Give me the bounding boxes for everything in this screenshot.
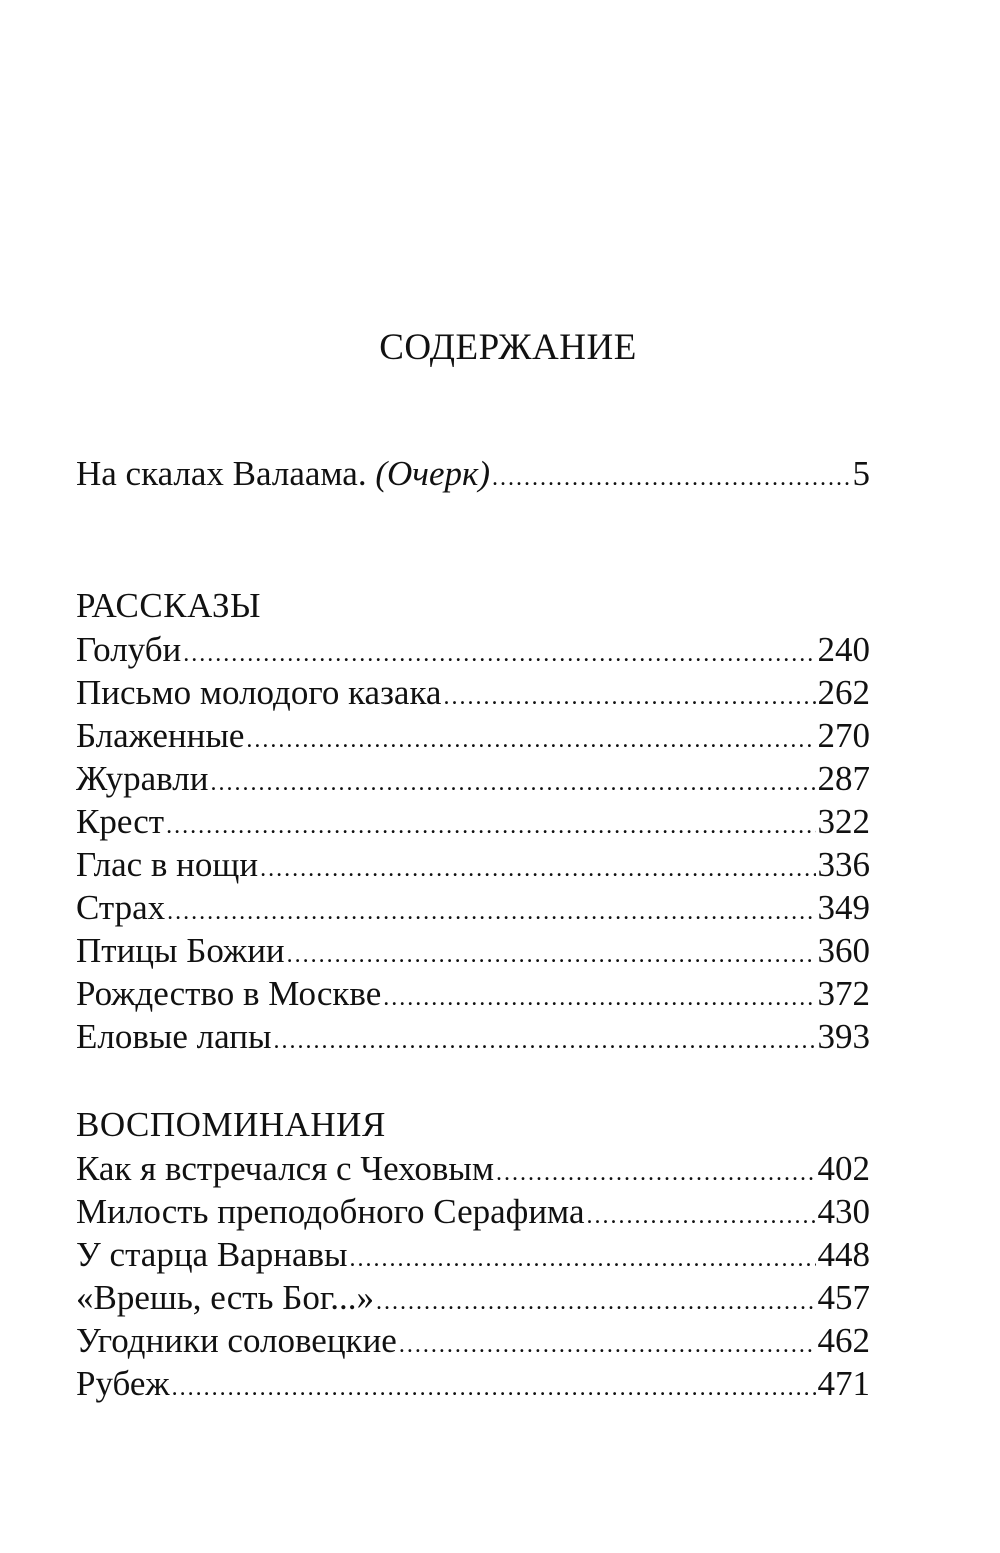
toc-entry <box>76 929 870 972</box>
toc-entry-title: Угодники соловецкие <box>76 1321 397 1360</box>
dot-leader <box>172 1367 816 1410</box>
toc-entry-title: Блаженные <box>76 716 245 755</box>
toc-entry <box>76 671 870 714</box>
toc-entry <box>76 1233 870 1276</box>
toc-entry <box>76 714 870 757</box>
dot-leader <box>246 719 815 762</box>
toc-entry <box>76 452 870 495</box>
toc-entry-page: 5 <box>852 454 870 493</box>
toc-entry-page: 430 <box>817 1192 870 1231</box>
toc-entry-title: «Врешь, есть Бог...» <box>76 1278 374 1317</box>
dot-leader <box>183 633 815 676</box>
toc-entry-title: Крест <box>76 802 165 841</box>
dot-leader <box>376 1281 816 1324</box>
toc-entry <box>76 1276 870 1319</box>
toc-entry <box>76 1015 870 1058</box>
toc-intro <box>76 452 870 495</box>
toc-entry-page: 322 <box>817 802 870 841</box>
toc-entry-page: 240 <box>817 630 870 669</box>
toc-entry-page: 336 <box>817 845 870 884</box>
toc-entry-subtitle: (Очерк) <box>375 454 491 493</box>
toc-entry-title: Страх <box>76 888 166 927</box>
toc-entry <box>76 843 870 886</box>
toc-entry-page: 372 <box>817 974 870 1013</box>
toc-entry-title: Рождество в Москве <box>76 974 382 1013</box>
dot-leader <box>273 1020 815 1063</box>
toc-entry-title: Милость преподобного Серафима <box>76 1192 585 1231</box>
section-heading: РАССКАЗЫ <box>76 586 262 625</box>
toc-entry <box>76 1190 870 1233</box>
toc-entry <box>76 886 870 929</box>
toc-entry-title: Рубеж <box>76 1364 170 1403</box>
toc-entry <box>76 757 870 800</box>
dot-leader <box>260 848 815 891</box>
dot-leader <box>383 977 815 1020</box>
toc-section-memoirs <box>76 1102 870 1405</box>
toc-entry <box>76 800 870 843</box>
toc-entry-page: 262 <box>817 673 870 712</box>
toc-entry-page: 471 <box>817 1364 870 1403</box>
toc-section-stories <box>76 583 870 1058</box>
toc-entry-title: Птицы Божии <box>76 931 285 970</box>
toc-entry-page: 448 <box>817 1235 870 1274</box>
toc-entry-title: У старца Варнавы <box>76 1235 348 1274</box>
dot-leader <box>167 891 815 934</box>
dot-leader <box>587 1195 816 1238</box>
toc-entry <box>76 1362 870 1405</box>
toc-entry <box>76 1147 870 1190</box>
toc-entry-title: Письмо молодого казака <box>76 673 442 712</box>
toc-entry <box>76 628 870 671</box>
toc-entry-title: Еловые лапы <box>76 1017 272 1056</box>
toc-entry <box>76 972 870 1015</box>
dot-leader <box>492 457 850 500</box>
dot-leader <box>496 1152 815 1195</box>
toc-entry-title: Как я встречался с Чеховым <box>76 1149 495 1188</box>
toc-entry-page: 287 <box>817 759 870 798</box>
toc-entry-title: Глас в нощи <box>76 845 259 884</box>
toc-entry-page: 462 <box>817 1321 870 1360</box>
section-heading: ВОСПОМИНАНИЯ <box>76 1105 386 1144</box>
toc-entry <box>76 1319 870 1362</box>
dot-leader <box>287 934 816 977</box>
dot-leader <box>443 676 815 719</box>
toc-entry-page: 393 <box>817 1017 870 1056</box>
toc-entry-page: 457 <box>817 1278 870 1317</box>
dot-leader <box>350 1238 816 1281</box>
toc-entry-page: 349 <box>817 888 870 927</box>
toc-entry-title: Голуби <box>76 630 182 669</box>
toc-entry-page: 270 <box>817 716 870 755</box>
toc-entry-title <box>76 452 490 495</box>
dot-leader <box>166 805 815 848</box>
toc-entry-title-main: На скалах Валаама. <box>76 454 376 493</box>
toc-entry-page: 402 <box>817 1149 870 1188</box>
dot-leader <box>399 1324 816 1367</box>
page-title: СОДЕРЖАНИЕ <box>379 327 637 368</box>
toc-entry-page: 360 <box>817 931 870 970</box>
dot-leader <box>210 762 815 805</box>
toc-entry-title: Журавли <box>76 759 209 798</box>
